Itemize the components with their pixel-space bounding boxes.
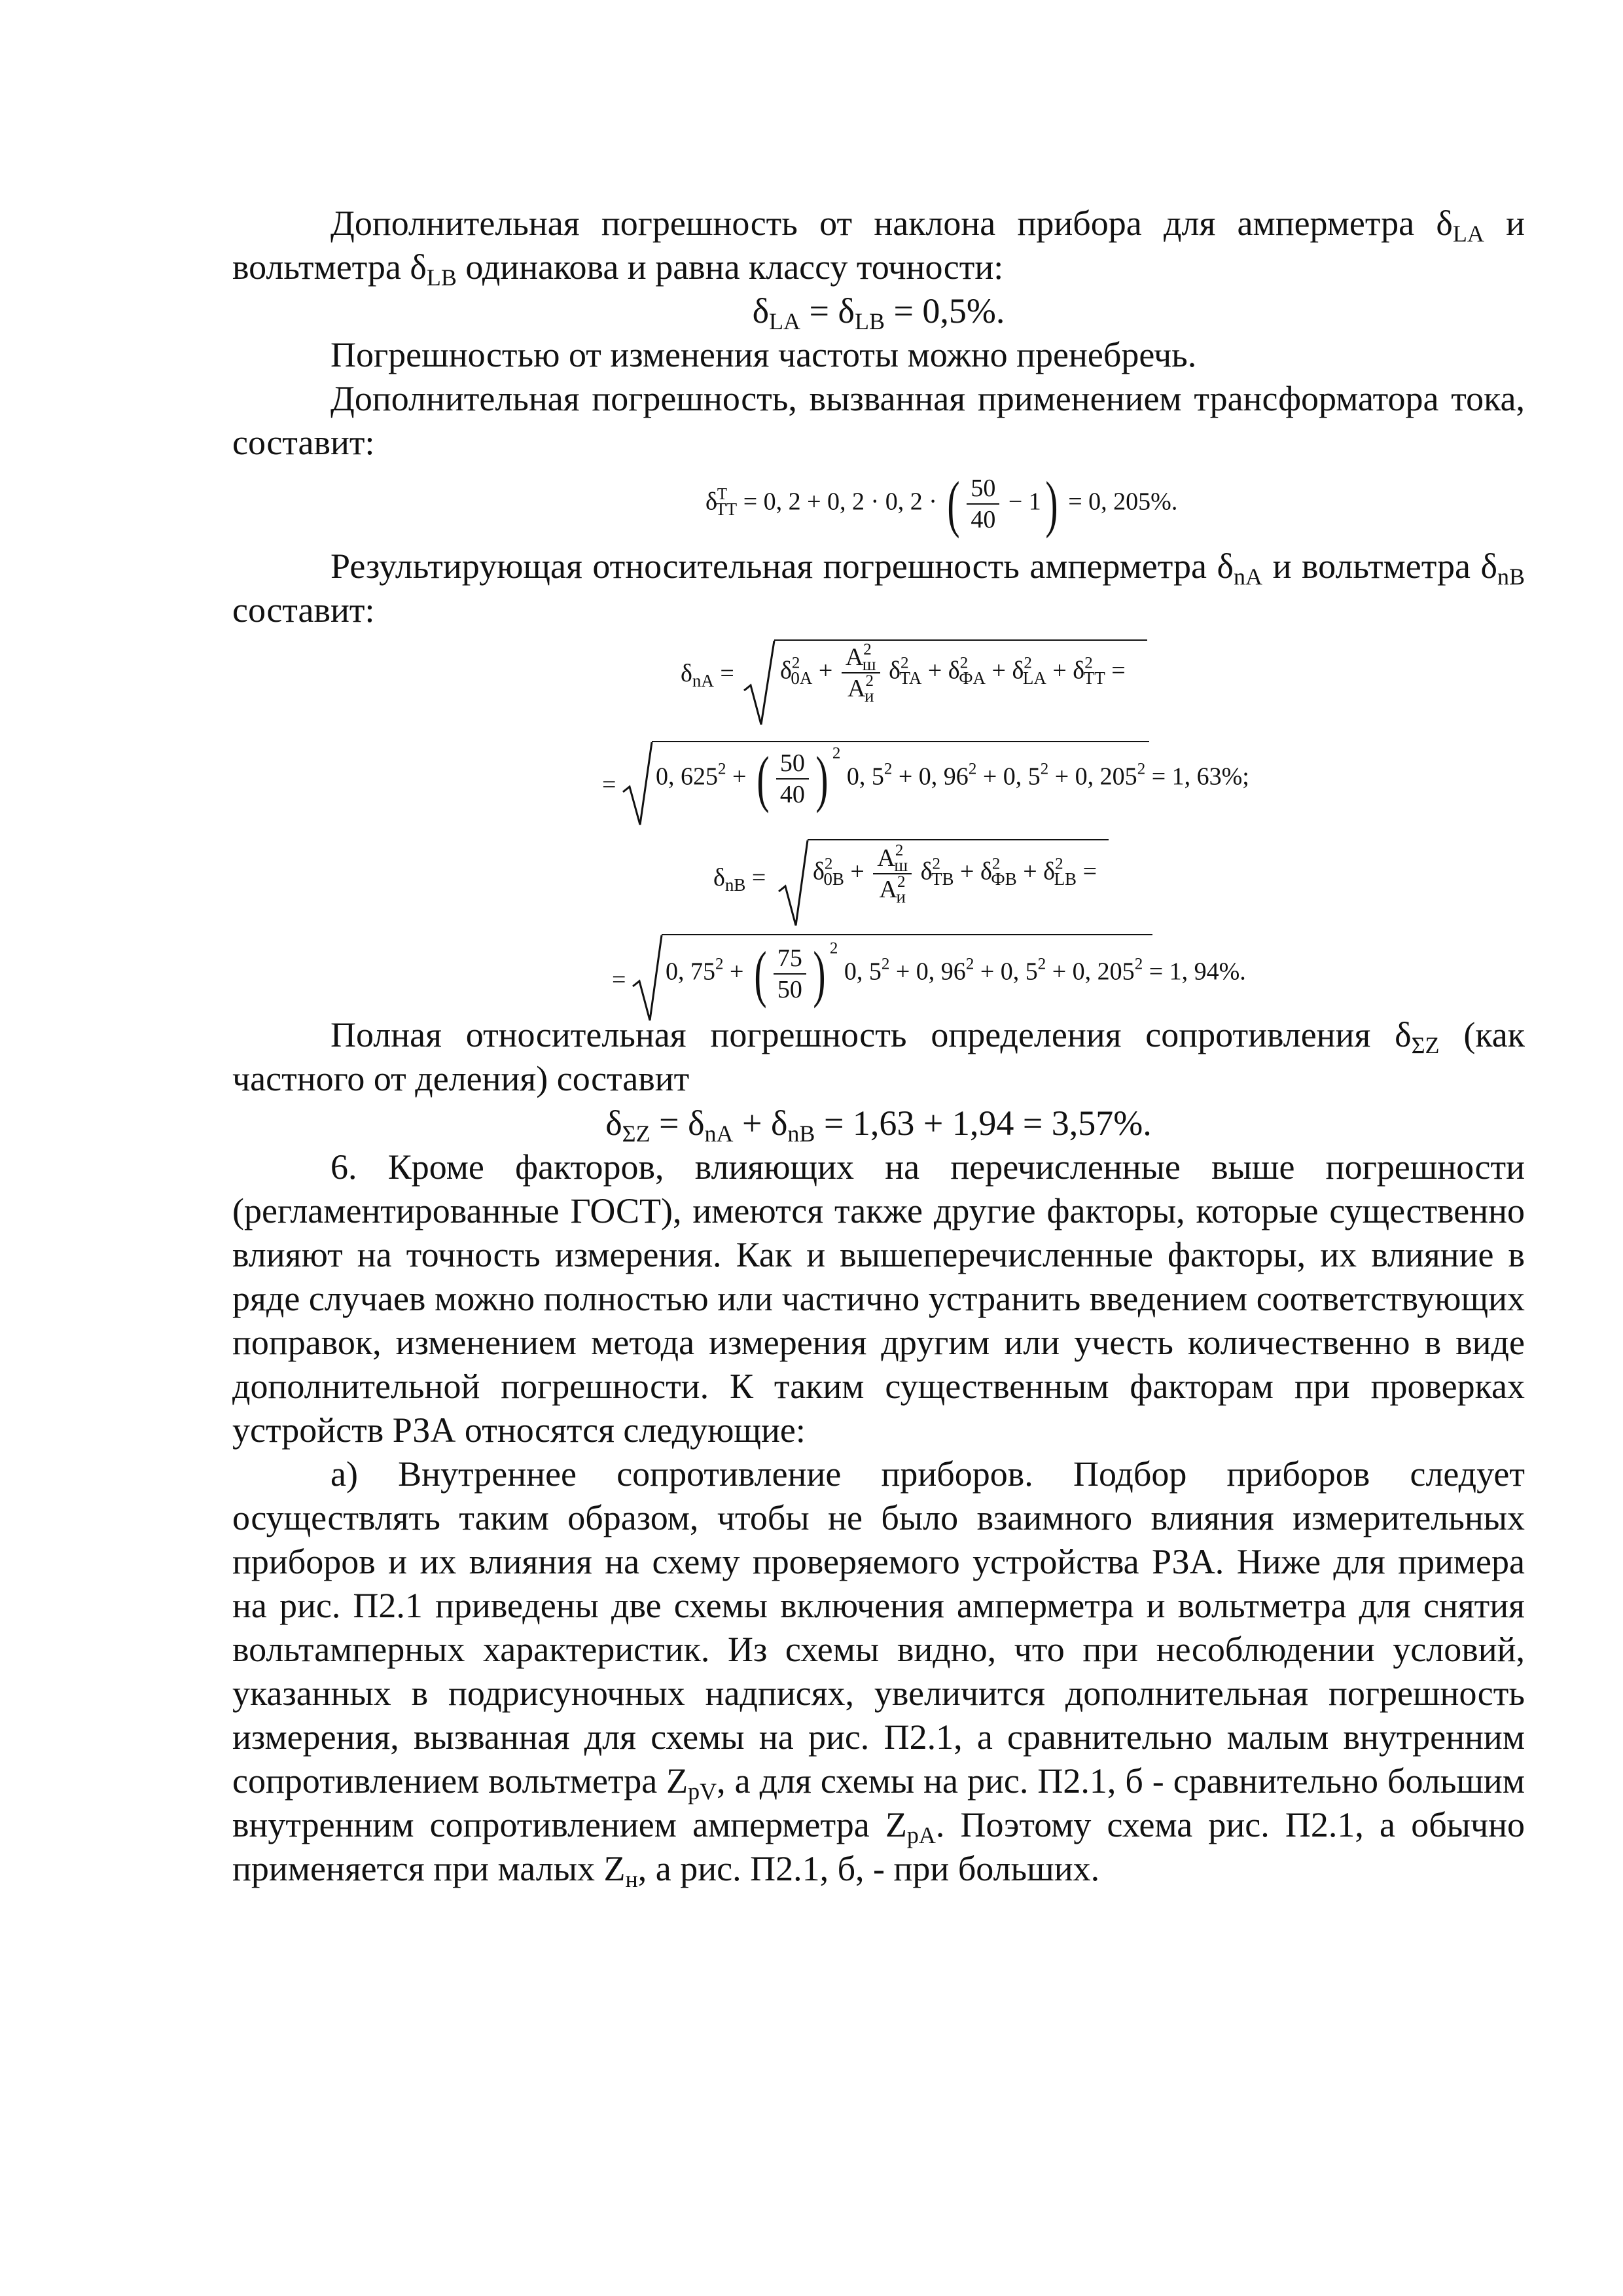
radical-sign xyxy=(632,933,664,1024)
equation-4-body: 0, $625^2$ + ( $\frac{50}{40}$ ) $^2$ 0, $5^2 + 0$, $96^2 + 0$, $5^2 + 0$, $205^2 = 1$, 63%; xyxy=(656,744,1249,814)
equation-3-body: $\delta^2_{0A}$ + $\frac{A^2_ш}{A^2_и}$ $\delta^2_{TA} + \delta^2_{ФA} + \delta^2_{LA} + \delta^2_{TT}$ = xyxy=(780,641,1126,706)
radical-sign xyxy=(777,838,810,929)
paragraph-1: Дополнительная погрешность от наклона прибора для амперметра $\delta_{LA}$ и вольтметра $\delta_{LB}$ одинакова и равна классу точности: xyxy=(232,204,1525,291)
equation-2: $\delta^T_{TT} = 0$, 2 + 0, 2 · 0, 2 · ( $\frac{50}{40}$ − 1) = 0, 205%. xyxy=(705,469,1178,539)
paragraph-2: Погрешностью от изменения частоты можно пренебречь. xyxy=(330,335,1197,374)
radical-bar xyxy=(808,839,1109,840)
paragraph-4: Результирующая относительная погрешность амперметра $\delta_{nA}$ и вольтметра $\delta_{nB}$ составит: xyxy=(232,547,1525,630)
paragraph-5: Полная относительная погрешность определения сопротивления $\delta_{\Sigma Z}$ (как частного от деления) составит xyxy=(232,1015,1525,1098)
radical-sign xyxy=(622,740,654,828)
equation-5-body: $\delta^2_{0B}$ + $\frac{A^2_ш}{A^2_и}$ $\delta^2_{TB} + \delta^2_{ФB} + \delta^2_{LB}$ = xyxy=(813,842,1097,906)
equation-7: $\delta_{\Sigma Z} = \delta_{nA} + \delta_{nB} = 1,63 + 1,94 = 3,57\%$. xyxy=(605,1103,1152,1147)
radical-bar xyxy=(774,639,1147,641)
equation-1: $\delta_{LA} = \delta_{LB} = 0,5\%$. xyxy=(752,291,1005,334)
equation-6-body: 0, $75^2$ + ( $\frac{75}{50}$ ) $^2$ 0, $5^2 + 0$, $96^2 + 0$, $5^2 + 0$, $205^2 = 1$, 94%. xyxy=(666,939,1246,1009)
paragraph-3: Дополнительная погрешность, вызванная применением трансформатора тока, составит: xyxy=(232,379,1525,462)
radical-bar xyxy=(662,934,1152,935)
paragraph-6: 6. Кроме факторов, влияющих на перечисленные выше погрешности (регламентированные ГОСТ), имеются также другие факторы, которые существенно влияют на точность измерения. Как и вышеперечисленные факторы, их влияние в ряде случаев можно полностью или частично устранить введением соответствующих поправок, изменением метода измерения другим или учесть количественно в виде дополнительной погрешности. К таким существенным факторам при проверках устройств РЗА относятся следующие: xyxy=(232,1147,1525,1450)
radical-bar xyxy=(652,741,1149,742)
radical-sign xyxy=(743,638,777,730)
equation-3-lhs: $\delta_{nA}$ = xyxy=(681,660,734,691)
equation-4-pre: = xyxy=(602,771,616,798)
equation-6-pre: = xyxy=(612,966,626,994)
equation-5-lhs: $\delta_{nB}$ = xyxy=(713,864,766,895)
paragraph-7: а) Внутреннее сопротивление приборов. Подбор приборов следует осуществлять таким образом, чтобы не было взаимного влияния измерительных приборов и их влияния на схему проверяемого устройства РЗА. Ниже для примера на рис. П2.1 приведены две схемы включения амперметра и вольтметра для снятия вольтамперных характеристик. Из схемы видно, что при несоблюдении условий, указанных в подрисуночных надписях, увеличится дополнительная погрешность измерения, вызванная для схемы на рис. П2.1, а сравнительно малым внутренним сопротивлением вольтметра $Z_{pV}$, а для схемы на рис. П2.1, б - сравнительно большим внутренним сопротивлением амперметра $Z_{pA}$. Поэтому схема рис. П2.1, а обычно применяется при малых $Z_н$, а рис. П2.1, б, - при больших. xyxy=(232,1454,1525,1892)
